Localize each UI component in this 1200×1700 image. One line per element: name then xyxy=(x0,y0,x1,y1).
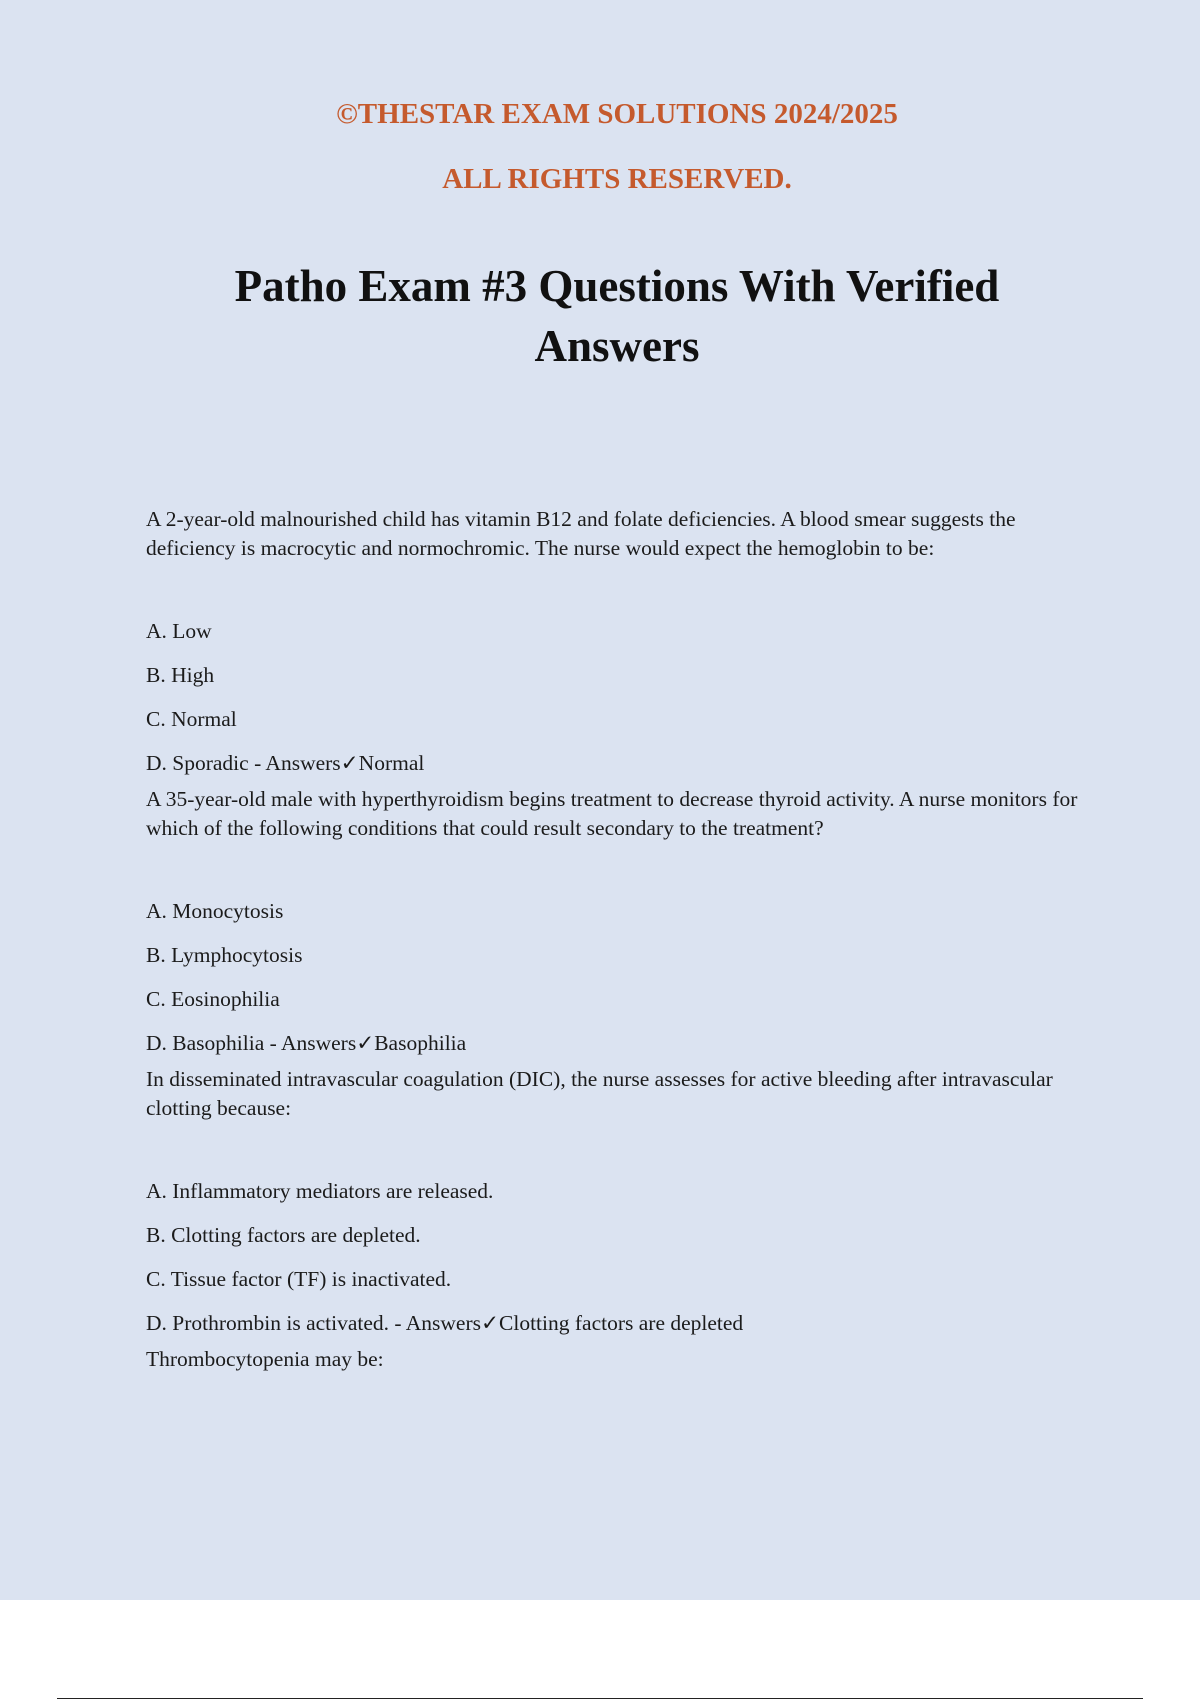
answer-option: B. Lymphocytosis xyxy=(146,943,303,967)
page-footer xyxy=(0,1600,1200,1700)
question-text: Thrombocytopenia may be: xyxy=(146,1347,384,1371)
answer-option: B. Clotting factors are depleted. xyxy=(146,1223,421,1247)
questions-list xyxy=(146,505,1086,1374)
answer-option: C. Eosinophilia xyxy=(146,987,280,1011)
answer-option: B. High xyxy=(146,663,215,687)
question-text: In disseminated intravascular coagulation (DIC), the nurse assesses for active bleeding after intravascular clotting because: xyxy=(146,1067,1053,1120)
answer-option: C. Normal xyxy=(146,707,237,731)
question-block xyxy=(146,1345,1086,1374)
question-block xyxy=(146,505,1086,785)
rights-reserved-header: ALL RIGHTS RESERVED. xyxy=(442,163,792,195)
document-title xyxy=(0,256,1200,376)
answer-option-with-answer: D. Sporadic - Answers✓Normal xyxy=(146,751,425,775)
copyright-header: ©THESTAR EXAM SOLUTIONS 2024/2025 xyxy=(336,98,898,130)
question-block xyxy=(146,1065,1086,1345)
question-text: A 2-year-old malnourished child has vitamin B12 and folate deficiencies. A blood smear suggests the deficiency is macrocytic and normochromic. The nurse would expect the hemoglobin to be: xyxy=(146,507,1016,560)
answer-option: A. Monocytosis xyxy=(146,899,284,923)
answer-option: A. Inflammatory mediators are released. xyxy=(146,1179,494,1203)
answer-option-with-answer: D. Basophilia - Answers✓Basophilia xyxy=(146,1031,467,1055)
answer-option: C. Tissue factor (TF) is inactivated. xyxy=(146,1267,452,1291)
answer-option: A. Low xyxy=(146,619,212,643)
title-line-1: Patho Exam #3 Questions With Verified xyxy=(234,261,1000,311)
title-line-2: Answers xyxy=(534,321,700,371)
answer-option-with-answer: D. Prothrombin is activated. - Answers✓Clotting factors are depleted xyxy=(146,1311,744,1335)
question-block xyxy=(146,785,1086,1065)
question-text: A 35-year-old male with hyperthyroidism begins treatment to decrease thyroid activity. A nurse monitors for which of the following conditions that could result secondary to the treatment? xyxy=(146,787,1078,840)
footer-divider xyxy=(57,1698,1143,1699)
